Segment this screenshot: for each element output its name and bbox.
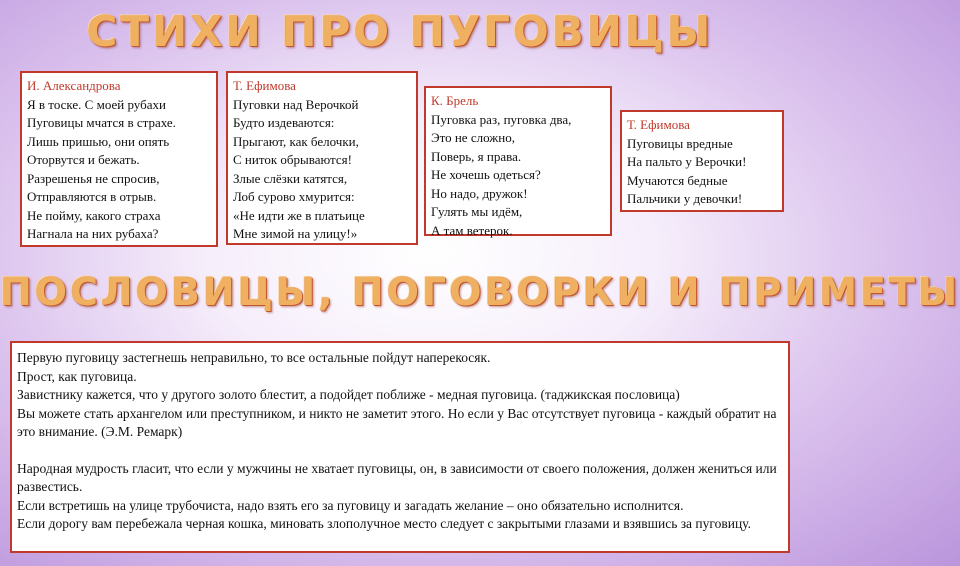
proverb-text: Народная мудрость гласит, что если у мужчины не хватает пуговицы, он, в зависимости от своего положения, должен жениться или развестись. (17, 460, 777, 494)
poem-line: Мне зимой на улицу!» (233, 226, 358, 241)
poem-line: Будто издеваются: (233, 115, 335, 130)
proverbs-box (10, 341, 790, 553)
poem-line: Лишь пришью, они опять (27, 133, 170, 149)
poem-line: Злые слёзки катятся, (233, 170, 348, 186)
proverb-text: Прост, как пуговица. (17, 368, 137, 384)
proverb-text: Завистнику кажется, что у другого золото блестит, а подойдет поближе - медная пуговица. (таджикская пословица) (17, 387, 680, 402)
poem-line: С ниток обрываются! (233, 152, 352, 167)
poem-line: Нагнала на них рубаха? (27, 226, 159, 241)
poem-line: Это не сложно, (431, 130, 515, 145)
poem-line: Гулять мы идём, (431, 204, 523, 219)
poem-line: На пальто у Верочки! (627, 154, 747, 169)
poem-line: Но надо, дружок! (431, 185, 528, 201)
poem-card-aleksandrova (20, 71, 218, 247)
poem-line: Прыгают, как белочки, (233, 133, 359, 149)
page-title: СТИХИ ПРО ПУГОВИЦЫ (86, 7, 714, 56)
poem-line: Не хочешь одеться? (431, 167, 541, 182)
poem-author: Т. Ефимова (233, 78, 296, 93)
poem-line: Отправляются в отрыв. (27, 189, 157, 204)
poem-card-efimova-1 (226, 71, 418, 245)
poem-line: Мучаются бедные (627, 172, 728, 188)
poem-line: Пуговка раз, пуговка два, (431, 111, 572, 127)
poem-author: К. Брель (431, 93, 479, 108)
poem-line: Пуговицы вредные (627, 135, 733, 151)
poem-author: Т. Ефимова (627, 117, 690, 132)
poem-line: Оторвутся и бежать. (27, 152, 140, 167)
proverb-text: Вы можете стать архангелом или преступником, и никто не заметит этого. Но если у Вас отсутствует пуговица - каждый обратит на это внимание. (Э.М. Ремарк) (17, 405, 777, 439)
poem-line: Пуговки над Верочкой (233, 96, 359, 112)
proverb-text: Если дорогу вам перебежала черная кошка, миновать злополучное место следует с закрытыми глазами и взявшись за пуговицу. (17, 516, 751, 531)
poem-line: Разрешенья не спросив, (27, 170, 160, 186)
proverb-text: Первую пуговицу застегнешь неправильно, то все остальные пойдут наперекосяк. (17, 350, 491, 365)
poem-line: Поверь, я права. (431, 148, 522, 164)
poem-line: Пальчики у девочки! (627, 191, 743, 206)
poem-card-efimova-2 (620, 110, 784, 212)
proverb-text: Если встретишь на улице трубочиста, надо взять его за пуговицу и загадать желание – оно обязательно исполнится. (17, 497, 684, 513)
poem-line: А там ветерок. (431, 222, 513, 238)
poem-line: Лоб сурово хмурится: (233, 189, 355, 204)
poem-author: И. Александрова (27, 78, 121, 93)
poem-line: «Не идти же в платьице (233, 207, 365, 223)
paragraph-gap (17, 442, 783, 460)
poem-line: Пуговицы мчатся в страхе. (27, 115, 176, 130)
section-title: ПОСЛОВИЦЫ, ПОГОВОРКИ И ПРИМЕТЫ (0, 270, 960, 314)
poem-line: Я в тоске. С моей рубахи (27, 96, 166, 112)
poem-card-brel (424, 86, 612, 236)
poem-line: Не пойму, какого страха (27, 207, 161, 223)
